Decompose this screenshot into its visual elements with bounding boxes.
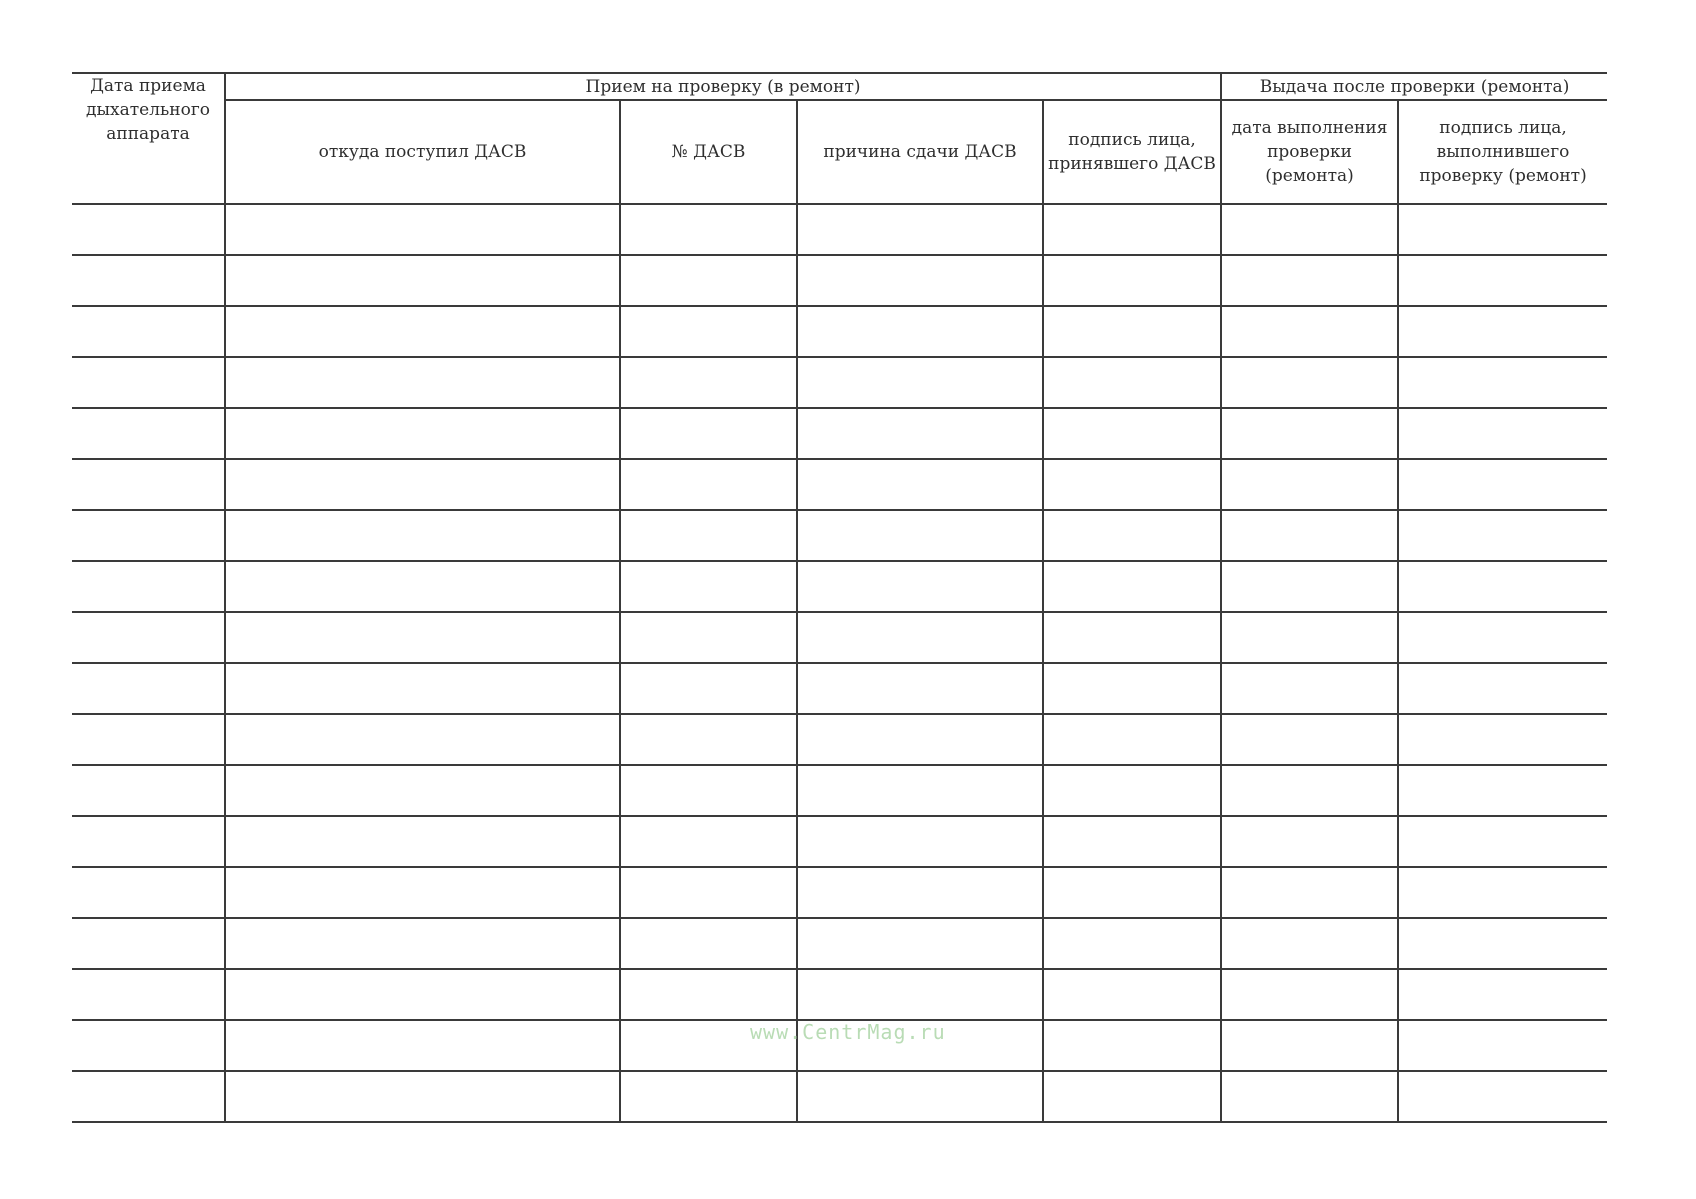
- table-cell[interactable]: [1398, 204, 1607, 255]
- table-cell[interactable]: [620, 867, 797, 918]
- table-cell[interactable]: [797, 714, 1043, 765]
- table-cell[interactable]: [1221, 357, 1398, 408]
- table-cell[interactable]: [225, 1071, 620, 1122]
- table-cell[interactable]: [1398, 969, 1607, 1020]
- table-cell[interactable]: [72, 867, 225, 918]
- table-cell[interactable]: [1221, 969, 1398, 1020]
- table-cell[interactable]: [797, 510, 1043, 561]
- table-row: [72, 204, 1607, 255]
- table-cell[interactable]: [1043, 969, 1221, 1020]
- table-cell[interactable]: [72, 510, 225, 561]
- table-cell[interactable]: [1221, 459, 1398, 510]
- table-cell[interactable]: [620, 357, 797, 408]
- table-cell[interactable]: [797, 765, 1043, 816]
- breathing-apparatus-log-table: [72, 72, 1607, 1123]
- table-row: [72, 510, 1607, 561]
- table-cell[interactable]: [1043, 1071, 1221, 1122]
- table-cell[interactable]: [72, 1071, 225, 1122]
- table-cell[interactable]: [1043, 357, 1221, 408]
- table-cell[interactable]: [620, 408, 797, 459]
- table-cell[interactable]: [797, 1071, 1043, 1122]
- table-cell[interactable]: [1221, 1020, 1398, 1071]
- table-cell[interactable]: [797, 816, 1043, 867]
- table-cell[interactable]: [1221, 561, 1398, 612]
- table-row: [72, 408, 1607, 459]
- table-cell[interactable]: [225, 204, 620, 255]
- table-cell[interactable]: [1043, 510, 1221, 561]
- table-cell[interactable]: [620, 255, 797, 306]
- table-cell[interactable]: [1043, 816, 1221, 867]
- table-cell[interactable]: [1398, 357, 1607, 408]
- table-cell[interactable]: [1398, 816, 1607, 867]
- table-cell[interactable]: [1221, 867, 1398, 918]
- table-cell[interactable]: [620, 816, 797, 867]
- table-cell[interactable]: [620, 1071, 797, 1122]
- table-cell[interactable]: [72, 561, 225, 612]
- header-date-received: Дата приема дыхательного аппарата: [72, 73, 225, 204]
- table-cell[interactable]: [1043, 918, 1221, 969]
- table-row: [72, 357, 1607, 408]
- table-cell[interactable]: [797, 408, 1043, 459]
- table-cell[interactable]: [1043, 306, 1221, 357]
- table-row: [72, 612, 1607, 663]
- table-cell[interactable]: [620, 765, 797, 816]
- table-cell[interactable]: [797, 255, 1043, 306]
- table-row: [72, 969, 1607, 1020]
- table-cell[interactable]: [72, 918, 225, 969]
- table-row: [72, 255, 1607, 306]
- table-cell[interactable]: [1398, 306, 1607, 357]
- table-cell[interactable]: [225, 510, 620, 561]
- table-cell[interactable]: [1043, 204, 1221, 255]
- table-cell[interactable]: [797, 306, 1043, 357]
- table-cell[interactable]: [1043, 765, 1221, 816]
- table-cell[interactable]: [225, 663, 620, 714]
- table-cell[interactable]: [1043, 612, 1221, 663]
- table-cell[interactable]: [1221, 204, 1398, 255]
- header-signature-performer: подпись лица, выполнившего проверку (ремонт): [1398, 100, 1607, 204]
- table-cell[interactable]: [620, 459, 797, 510]
- table-cell[interactable]: [620, 714, 797, 765]
- table-cell[interactable]: [1398, 918, 1607, 969]
- table-cell[interactable]: [72, 357, 225, 408]
- table-cell[interactable]: [1398, 1020, 1607, 1071]
- table-cell[interactable]: [1221, 918, 1398, 969]
- log-body: [72, 204, 1607, 1122]
- table-cell[interactable]: [1043, 1020, 1221, 1071]
- table-cell[interactable]: [1398, 510, 1607, 561]
- table-cell[interactable]: [225, 714, 620, 765]
- table-row: [72, 714, 1607, 765]
- header-group-receive: Прием на проверку (в ремонт): [225, 73, 1221, 100]
- table-cell[interactable]: [1221, 816, 1398, 867]
- table-cell[interactable]: [1221, 1071, 1398, 1122]
- table-cell[interactable]: [225, 306, 620, 357]
- table-cell[interactable]: [797, 918, 1043, 969]
- table-cell[interactable]: [1221, 306, 1398, 357]
- table-cell[interactable]: [620, 612, 797, 663]
- table-cell[interactable]: [225, 561, 620, 612]
- table-cell[interactable]: [1043, 561, 1221, 612]
- table-cell[interactable]: [1221, 663, 1398, 714]
- table-cell[interactable]: [620, 969, 797, 1020]
- header-group-issue: Выдача после проверки (ремонта): [1221, 73, 1607, 100]
- table-cell[interactable]: [1043, 714, 1221, 765]
- table-cell[interactable]: [1221, 714, 1398, 765]
- table-cell[interactable]: [72, 969, 225, 1020]
- table-cell[interactable]: [72, 612, 225, 663]
- table-cell[interactable]: [797, 204, 1043, 255]
- table-cell[interactable]: [797, 867, 1043, 918]
- table-row: [72, 306, 1607, 357]
- table-cell[interactable]: [620, 306, 797, 357]
- table-cell[interactable]: [1221, 612, 1398, 663]
- table-cell[interactable]: [72, 408, 225, 459]
- header-source: откуда поступил ДАСВ: [225, 100, 620, 204]
- table-cell[interactable]: [620, 561, 797, 612]
- table-cell[interactable]: [225, 867, 620, 918]
- table-cell[interactable]: [72, 765, 225, 816]
- table-row: [72, 1071, 1607, 1122]
- table-cell[interactable]: [797, 612, 1043, 663]
- table-cell[interactable]: [1221, 408, 1398, 459]
- table-row: [72, 663, 1607, 714]
- table-cell[interactable]: [72, 204, 225, 255]
- table-cell[interactable]: [225, 765, 620, 816]
- table-cell[interactable]: [1221, 510, 1398, 561]
- table-cell[interactable]: [1398, 408, 1607, 459]
- table-cell[interactable]: [1398, 1071, 1607, 1122]
- table-cell[interactable]: [1398, 612, 1607, 663]
- watermark: www.CentrMag.ru: [750, 1020, 946, 1044]
- table-row: [72, 459, 1607, 510]
- table-cell[interactable]: [225, 408, 620, 459]
- table-row: [72, 765, 1607, 816]
- table-cell[interactable]: [620, 663, 797, 714]
- table-cell[interactable]: [797, 561, 1043, 612]
- table-cell[interactable]: [72, 306, 225, 357]
- header-date-done: дата выполнения проверки (ремонта): [1221, 100, 1398, 204]
- table-cell[interactable]: [72, 1020, 225, 1071]
- header-reason: причина сдачи ДАСВ: [797, 100, 1043, 204]
- table-cell[interactable]: [620, 918, 797, 969]
- table-cell[interactable]: [1043, 663, 1221, 714]
- table-cell[interactable]: [1043, 459, 1221, 510]
- table-row: [72, 918, 1607, 969]
- table-cell[interactable]: [1398, 663, 1607, 714]
- table-cell[interactable]: [225, 1020, 620, 1071]
- table-cell[interactable]: [797, 357, 1043, 408]
- table-cell[interactable]: [225, 459, 620, 510]
- table-cell[interactable]: [620, 204, 797, 255]
- table-cell[interactable]: [1398, 867, 1607, 918]
- table-cell[interactable]: [225, 969, 620, 1020]
- table-cell[interactable]: [72, 255, 225, 306]
- table-cell[interactable]: [225, 918, 620, 969]
- table-cell[interactable]: [1221, 255, 1398, 306]
- table-row: [72, 867, 1607, 918]
- table-cell[interactable]: [1398, 561, 1607, 612]
- table-row: [72, 816, 1607, 867]
- table-cell[interactable]: [1043, 408, 1221, 459]
- table-cell[interactable]: [620, 510, 797, 561]
- table-cell[interactable]: [72, 459, 225, 510]
- table-cell[interactable]: [225, 612, 620, 663]
- table-cell[interactable]: [72, 816, 225, 867]
- table-cell[interactable]: [1043, 867, 1221, 918]
- header-number: № ДАСВ: [620, 100, 797, 204]
- header-signature-receiver: подпись лица, принявшего ДАСВ: [1043, 100, 1221, 204]
- table-cell[interactable]: [225, 357, 620, 408]
- table-cell[interactable]: [225, 816, 620, 867]
- table-cell[interactable]: [797, 459, 1043, 510]
- table-cell[interactable]: [72, 663, 225, 714]
- table-cell[interactable]: [1398, 765, 1607, 816]
- table-cell[interactable]: [1398, 714, 1607, 765]
- table-cell[interactable]: [797, 969, 1043, 1020]
- table-cell[interactable]: [1043, 255, 1221, 306]
- table-cell[interactable]: [797, 663, 1043, 714]
- table-cell[interactable]: [1398, 459, 1607, 510]
- table-cell[interactable]: [1221, 765, 1398, 816]
- table-row: [72, 561, 1607, 612]
- table-cell[interactable]: [1398, 255, 1607, 306]
- table-cell[interactable]: [225, 255, 620, 306]
- table-cell[interactable]: [72, 714, 225, 765]
